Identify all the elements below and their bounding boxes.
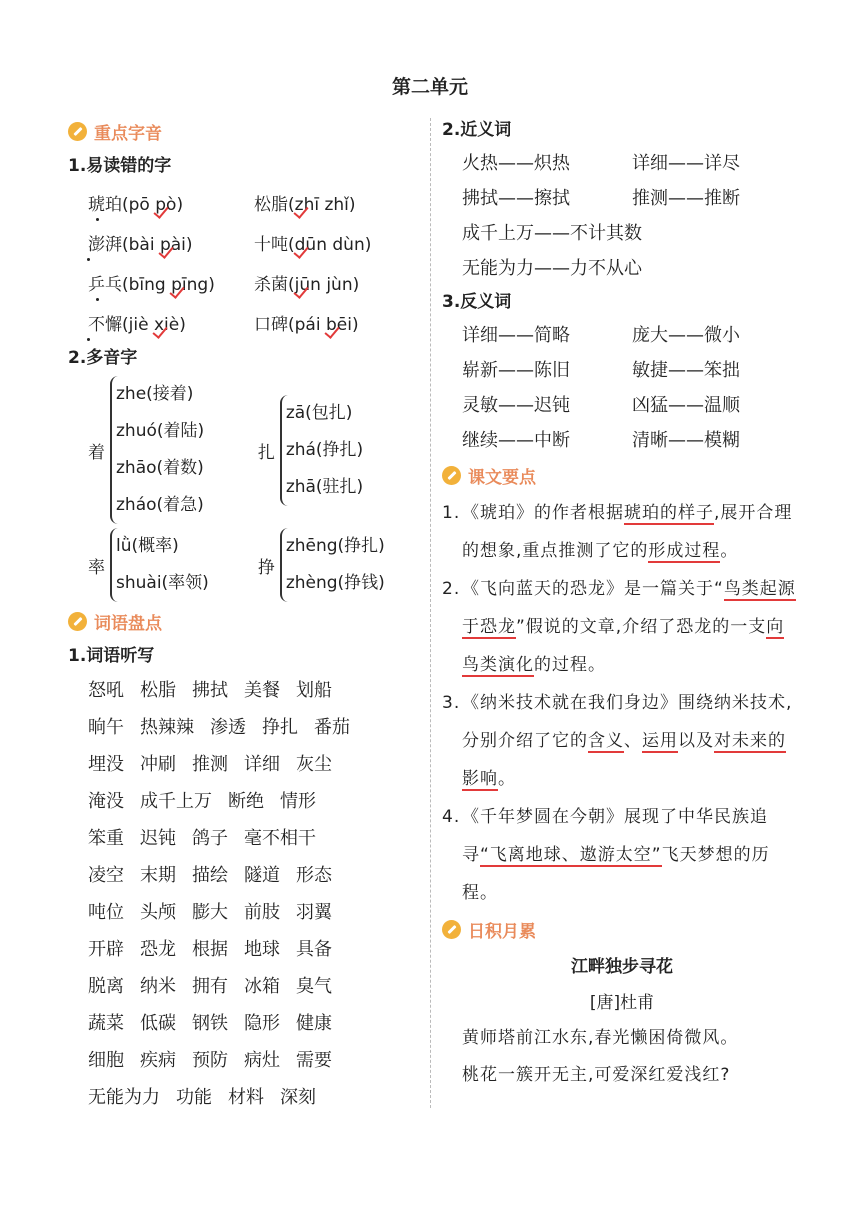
pronunciation-item	[88, 270, 254, 295]
word-pair: 拂拭——擦拭	[462, 188, 570, 209]
underlined-phrase: 含义	[588, 731, 624, 751]
word: 情形	[280, 791, 316, 812]
pronunciation-item	[254, 230, 420, 255]
pronunciation-text: 珀(pō	[105, 194, 156, 215]
word-pair-row	[462, 388, 802, 423]
polyphone-reading: shuài(率领)	[116, 573, 209, 593]
left-column	[68, 114, 420, 1116]
pronunciation-text: )	[179, 314, 186, 335]
key-point-text: ”假说的文章,介绍了恐龙的一支	[516, 617, 767, 637]
word: 根据	[192, 939, 228, 960]
polyphone-reading: zhāo(着数)	[116, 458, 204, 478]
polyphone-entry	[258, 528, 420, 602]
word: 羽翼	[296, 902, 332, 923]
pronunciation-text: )	[208, 274, 215, 295]
correct-reading: pīng	[171, 274, 209, 295]
pronunciation-row	[88, 262, 420, 302]
word: 划船	[296, 680, 332, 701]
pronunciation-item	[88, 230, 254, 255]
word-pair: 推测——推断	[632, 188, 740, 209]
key-point-text: 的过程。	[534, 655, 606, 675]
word-pair: 崭新——陈旧	[462, 360, 570, 381]
poem-line: 桃花一簇开无主,可爱深红爱浅红?	[462, 1065, 731, 1085]
polyphone-reading: zhe(接着)	[116, 384, 194, 404]
pronunciation-text: jùn)	[320, 274, 360, 295]
word: 前肢	[244, 902, 280, 923]
key-point-text: 《纳米技术就在我们身边》围绕纳米技术,分别介绍了它的	[462, 693, 793, 751]
underlined-phrase: 琥珀的样子	[624, 503, 714, 523]
correct-reading: jūn	[294, 274, 321, 295]
key-point	[442, 570, 802, 684]
word: 材料	[228, 1087, 264, 1108]
underlined-phrase: “飞离地球、遨游太空”	[480, 845, 662, 865]
key-point-text: 《飞向蓝天的恐龙》是一篇关于“	[462, 579, 724, 599]
word-row	[88, 968, 420, 1005]
word: 功能	[176, 1087, 212, 1108]
word-pair-row	[462, 146, 802, 181]
page-title: 第二单元	[391, 76, 468, 98]
polyphone-char: 扎	[257, 442, 275, 463]
word: 详细	[244, 754, 280, 775]
pronunciation-text: )	[176, 194, 184, 215]
correct-reading: xiè	[153, 314, 180, 335]
column-divider	[430, 118, 431, 1108]
pronunciation-item	[254, 190, 420, 215]
word: 膨大	[192, 902, 228, 923]
word: 低碳	[140, 1013, 176, 1034]
word-row	[88, 1005, 420, 1042]
word: 吨位	[88, 902, 124, 923]
word: 拥有	[192, 976, 228, 997]
word-pair: 详细——简略	[462, 325, 570, 346]
pronunciation-row	[88, 302, 420, 342]
polyphone-readings	[280, 528, 385, 602]
key-point-number: 2.	[442, 579, 461, 599]
word: 地球	[244, 939, 280, 960]
key-point-text: 飞天梦想的历程。	[462, 845, 770, 903]
word: 无能为力	[88, 1087, 160, 1108]
word: 成千上万	[140, 791, 212, 812]
word: 美餐	[244, 680, 280, 701]
word-pair: 敏捷——笨拙	[632, 360, 740, 381]
polyphone-reading: zā(包扎)	[285, 402, 353, 423]
word-pair: 庞大——微小	[632, 325, 740, 346]
word-row	[88, 1079, 420, 1116]
polyphone-reading: zhá(挣扎)	[285, 439, 364, 460]
underlined-phrase: 形成过程	[648, 541, 721, 561]
subheading-polyphones: 2.多音字	[68, 348, 138, 368]
subheading-antonyms: 3.反义词	[442, 292, 512, 312]
polyphone-reading: zhēng(挣扎)	[285, 536, 385, 556]
key-point-number: 1.	[442, 503, 461, 523]
word: 笨重	[88, 828, 124, 849]
correct-reading: bēi	[325, 314, 352, 335]
word: 灰尘	[296, 754, 332, 775]
polyphone-reading: zháo(着急)	[116, 495, 204, 515]
poem-line: 黄师塔前江水东,春光懒困倚微风。	[462, 1028, 739, 1048]
key-point	[442, 684, 802, 798]
dotted-char: 琥	[88, 194, 105, 215]
key-point-text: 、	[624, 731, 642, 751]
word: 纳米	[140, 976, 176, 997]
polyphone-readings	[110, 376, 204, 524]
pronunciation-item	[88, 190, 254, 215]
word: 推测	[192, 754, 228, 775]
pronunciation-text: 不懈(jiè	[88, 314, 154, 335]
key-point-text: 《琥珀》的作者根据	[462, 503, 624, 523]
word: 恐龙	[140, 939, 176, 960]
correct-reading: pò	[155, 194, 177, 215]
word: 番茄	[314, 717, 350, 738]
word-row	[88, 931, 420, 968]
word: 描绘	[192, 865, 228, 886]
key-point-text: 以及	[678, 731, 714, 751]
pronunciation-text: zhǐ)	[319, 194, 356, 215]
pronunciation-text: 澎湃(bài	[88, 234, 160, 255]
pronunciation-row	[88, 182, 420, 222]
word-pair-row	[462, 318, 802, 353]
polyphone-char: 率	[88, 557, 105, 578]
word-pair: 详细——详尽	[632, 153, 740, 174]
word: 开辟	[88, 939, 124, 960]
dotted-char: 乒	[88, 274, 105, 295]
polyphone-entry	[258, 395, 420, 506]
word: 埋没	[88, 754, 124, 775]
underlined-phrase: 向鸟类演化	[462, 617, 785, 675]
word-list	[88, 672, 420, 1116]
word: 预防	[192, 1050, 228, 1071]
polyphone-group	[88, 526, 420, 604]
polyphone-entry	[88, 376, 258, 524]
key-point-text: ,展开合理的想象,重点推测了它的	[462, 503, 793, 561]
synonym-list	[442, 146, 802, 286]
word: 断绝	[228, 791, 264, 812]
word: 需要	[296, 1050, 332, 1071]
polyphone-reading: zhā(驻扎)	[285, 476, 364, 497]
polyphone-reading: lǜ(概率)	[116, 536, 179, 556]
pronunciation-text: )	[351, 314, 359, 335]
correct-reading: zhī	[294, 194, 320, 215]
word: 末期	[140, 865, 176, 886]
pronunciation-text: 松脂(	[254, 194, 295, 215]
word: 热辣辣	[140, 717, 194, 738]
word: 钢铁	[192, 1013, 228, 1034]
word-row	[88, 783, 420, 820]
word-pair: 火热——炽热	[462, 153, 570, 174]
word-pair: 无能为力——力不从心	[462, 258, 642, 279]
word-pair: 清晰——模糊	[632, 430, 740, 451]
correct-reading: dūn	[294, 234, 327, 255]
word-pair-row	[462, 423, 802, 458]
polyphone-readings	[110, 528, 209, 602]
polyphone-group	[88, 374, 420, 526]
word: 深刻	[280, 1087, 316, 1108]
pencil-icon	[68, 122, 87, 141]
pencil-icon	[68, 612, 87, 631]
word-row	[88, 857, 420, 894]
polyphone-entry	[88, 528, 258, 602]
polyphone-char: 挣	[257, 557, 275, 578]
subheading-dictation: 1.词语听写	[68, 646, 155, 666]
key-point-number: 3.	[442, 693, 461, 713]
word: 凌空	[88, 865, 124, 886]
poem-author: [唐]杜甫	[589, 993, 655, 1013]
pronunciation-text: 十吨(	[254, 234, 295, 255]
word: 隐形	[244, 1013, 280, 1034]
key-point-text: 。	[720, 541, 739, 561]
word-pair-row	[462, 181, 802, 216]
section-header-vocabulary: 词语盘点	[68, 606, 420, 636]
word: 冰箱	[244, 976, 280, 997]
word-pair: 继续——中断	[462, 430, 570, 451]
pencil-icon	[442, 920, 461, 939]
word: 细胞	[88, 1050, 124, 1071]
subheading-misread: 1.易读错的字	[68, 156, 172, 176]
pronunciation-item	[254, 270, 420, 295]
polyphone-reading: zhèng(挣钱)	[285, 573, 385, 593]
key-point	[442, 494, 802, 570]
word-row	[88, 820, 420, 857]
pronunciation-text: 乓(bīng	[105, 274, 172, 295]
underlined-phrase: 鸟类起源于恐龙	[462, 579, 796, 637]
word-row	[88, 746, 420, 783]
word-pair-row	[462, 353, 802, 388]
underlined-phrase: 运用	[642, 731, 678, 751]
pronunciation-text: dùn)	[326, 234, 372, 255]
word: 淹没	[88, 791, 124, 812]
word-pair: 成千上万——不计其数	[462, 223, 642, 244]
word: 臭气	[296, 976, 332, 997]
word-pair: 灵敏——迟钝	[462, 395, 570, 416]
word: 健康	[296, 1013, 332, 1034]
word: 晌午	[88, 717, 124, 738]
word: 鸽子	[192, 828, 228, 849]
word: 冲刷	[140, 754, 176, 775]
word-row	[88, 894, 420, 931]
pronunciation-text: )	[185, 234, 193, 255]
key-point-text: 《千年梦圆在今朝》展现了中华民族追寻	[462, 807, 768, 865]
word: 脱离	[88, 976, 124, 997]
polyphone-reading: zhuó(着陆)	[116, 421, 205, 441]
key-point-number: 4.	[442, 807, 461, 827]
underlined-phrase: 对未来的影响	[462, 731, 786, 789]
subheading-synonyms: 2.近义词	[442, 120, 512, 140]
word: 怒吼	[88, 680, 124, 701]
pencil-icon	[442, 466, 461, 485]
antonym-list	[442, 318, 802, 458]
correct-reading: pài	[159, 234, 186, 255]
word: 隧道	[244, 865, 280, 886]
polyphone-char: 着	[88, 442, 105, 463]
word-row	[88, 709, 420, 746]
word-pair: 凶猛——温顺	[632, 395, 740, 416]
pronunciation-list	[68, 182, 420, 342]
pronunciation-text: 口碑(pái	[254, 314, 326, 335]
section-header-key-points: 课文要点	[442, 460, 802, 490]
word-row	[88, 1042, 420, 1079]
key-point	[442, 798, 802, 912]
polyphone-readings	[280, 395, 363, 506]
pronunciation-text: 杀菌(	[254, 274, 295, 295]
word: 蔬菜	[88, 1013, 124, 1034]
word: 疾病	[140, 1050, 176, 1071]
word: 具备	[296, 939, 332, 960]
pronunciation-item	[254, 310, 420, 335]
word: 毫不相干	[244, 828, 316, 849]
word: 形态	[296, 865, 332, 886]
word: 拂拭	[192, 680, 228, 701]
pronunciation-row	[88, 222, 420, 262]
word: 渗透	[210, 717, 246, 738]
word: 病灶	[244, 1050, 280, 1071]
word: 松脂	[140, 680, 176, 701]
word: 挣扎	[262, 717, 298, 738]
key-point-text: 。	[498, 769, 516, 789]
word-pair-row	[462, 251, 802, 286]
poem-title: 江畔独步寻花	[571, 957, 673, 977]
right-column	[442, 114, 802, 1094]
word-pair-row	[462, 216, 802, 251]
word-row	[88, 672, 420, 709]
section-header-daily-accumulation: 日积月累	[442, 914, 802, 944]
pronunciation-item	[88, 310, 254, 335]
key-points-list	[442, 494, 802, 912]
word: 头颅	[140, 902, 176, 923]
section-header-pronunciation: 重点字音	[68, 116, 420, 146]
word: 迟钝	[140, 828, 176, 849]
